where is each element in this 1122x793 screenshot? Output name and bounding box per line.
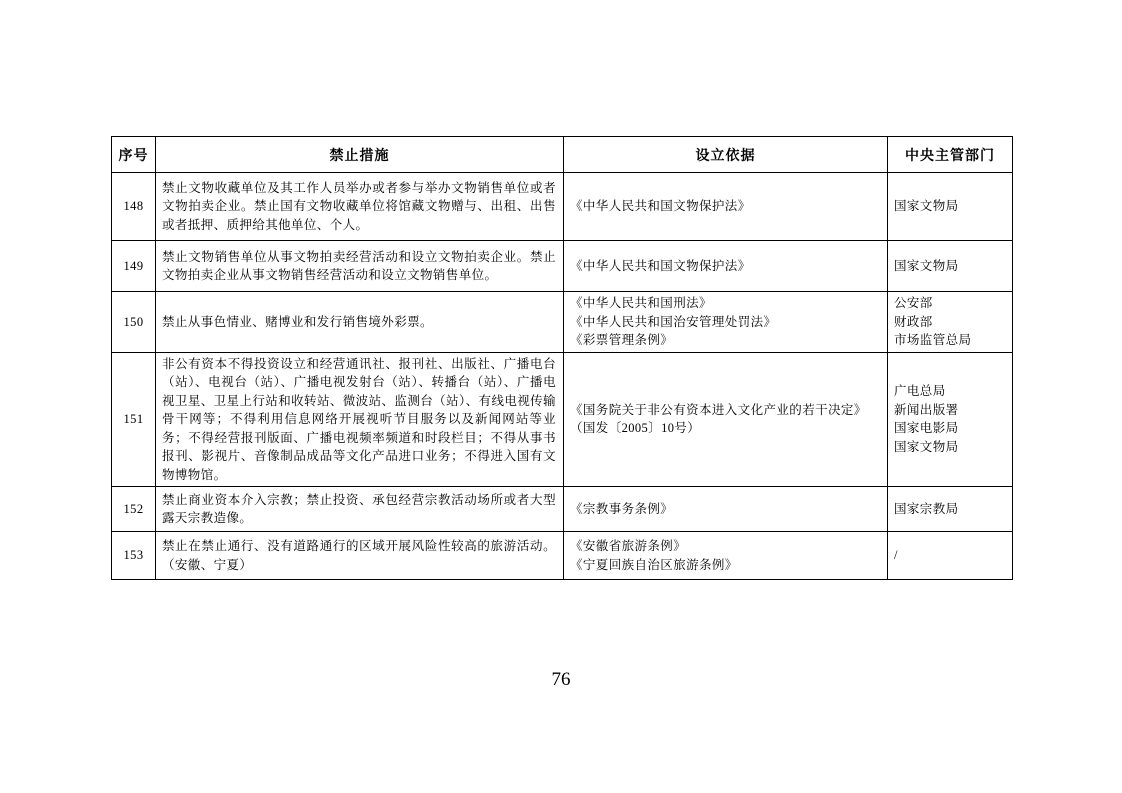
table-row — [112, 532, 1013, 580]
department-line: 市场监管总局 — [894, 333, 972, 347]
row-measure-text: 非公有资本不得投资设立和经营通讯社、报刊社、出版社、广播电台（站）、电视台（站）、广播电视发射台（站）、转播台（站）、广播电视卫星、卫星上行站和收转站、微波站、监测台（站）、有线电视传输骨干网等；不得利用信息网络开展视听节目服务以及新闻网站等业务；不得经营报刊版面、广播电视频率频道和时段栏目；不得从事书报刊、影视片、音像制品成品等文化产品进口业务；不得进入国有文物博物馆。 — [156, 352, 564, 487]
row-measure-text: 禁止文物销售单位从事文物拍卖经营活动和设立文物拍卖企业。禁止文物拍卖企业从事文物销售经营活动和设立文物销售单位。 — [156, 241, 564, 292]
row-serial-number: 153 — [112, 532, 156, 580]
basis-line: 《宁夏回族自治区旅游条例》 — [570, 557, 738, 572]
row-department-cell — [888, 532, 1013, 580]
basis-line: 《彩票管理条例》 — [570, 333, 674, 347]
row-serial-number: 152 — [112, 487, 156, 532]
prohibition-measures-table — [111, 136, 1013, 580]
department-line: 财政部 — [894, 314, 933, 329]
header-serial-number: 序号 — [112, 137, 156, 173]
row-basis-cell — [564, 173, 888, 241]
row-serial-number: 148 — [112, 173, 156, 241]
department-line: 国家文物局 — [894, 199, 959, 214]
page-number: 76 — [551, 669, 571, 690]
department-line: 国家宗教局 — [894, 501, 959, 516]
basis-line: 《中华人民共和国治安管理处罚法》 — [570, 314, 777, 329]
row-serial-number: 149 — [112, 241, 156, 292]
table-header-row — [112, 137, 1013, 173]
row-basis-cell — [564, 487, 888, 532]
row-basis-cell — [564, 352, 888, 487]
header-central-department: 中央主管部门 — [888, 137, 1013, 173]
header-prohibited-measures: 禁止措施 — [156, 137, 564, 173]
row-basis-cell — [564, 241, 888, 292]
row-measure-text: 禁止文物收藏单位及其工作人员举办或者参与举办文物销售单位或者文物拍卖企业。禁止国有文物收藏单位将馆藏文物赠与、出租、出售或者抵押、质押给其他单位、个人。 — [156, 173, 564, 241]
row-department-cell — [888, 241, 1013, 292]
department-line: 国家文物局 — [894, 258, 959, 273]
basis-line: 《国务院关于非公有资本进入文化产业的若干决定》（国发〔2005〕10号） — [570, 402, 867, 436]
department-line: 广电总局 — [894, 384, 946, 399]
basis-line: 《安徽省旅游条例》 — [570, 539, 687, 553]
basis-line: 《中华人民共和国文物保护法》 — [570, 258, 751, 273]
basis-line: 《中华人民共和国刑法》 — [570, 296, 712, 310]
row-department-cell — [888, 352, 1013, 487]
row-measure-text: 禁止从事色情业、赌博业和发行销售境外彩票。 — [156, 292, 564, 353]
table-row — [112, 241, 1013, 292]
table-row — [112, 487, 1013, 532]
basis-line: 《宗教事务条例》 — [570, 501, 674, 516]
row-measure-text: 禁止商业资本介入宗教；禁止投资、承包经营宗教活动场所或者大型露天宗教造像。 — [156, 487, 564, 532]
row-department-cell — [888, 487, 1013, 532]
row-department-cell — [888, 173, 1013, 241]
header-establishment-basis: 设立依据 — [564, 137, 888, 173]
table-row — [112, 292, 1013, 353]
row-basis-cell — [564, 532, 888, 580]
table-row — [112, 352, 1013, 487]
department-line: 国家文物局 — [894, 439, 959, 454]
department-line: / — [894, 548, 898, 563]
table-row — [112, 173, 1013, 241]
department-line: 国家电影局 — [894, 421, 959, 436]
department-line: 新闻出版署 — [894, 402, 959, 417]
row-department-cell — [888, 292, 1013, 353]
row-serial-number: 151 — [112, 352, 156, 487]
department-line: 公安部 — [894, 296, 933, 310]
row-serial-number: 150 — [112, 292, 156, 353]
row-measure-text: 禁止在禁止通行、没有道路通行的区域开展风险性较高的旅游活动。（安徽、宁夏） — [156, 532, 564, 580]
row-basis-cell — [564, 292, 888, 353]
basis-line: 《中华人民共和国文物保护法》 — [570, 199, 751, 214]
